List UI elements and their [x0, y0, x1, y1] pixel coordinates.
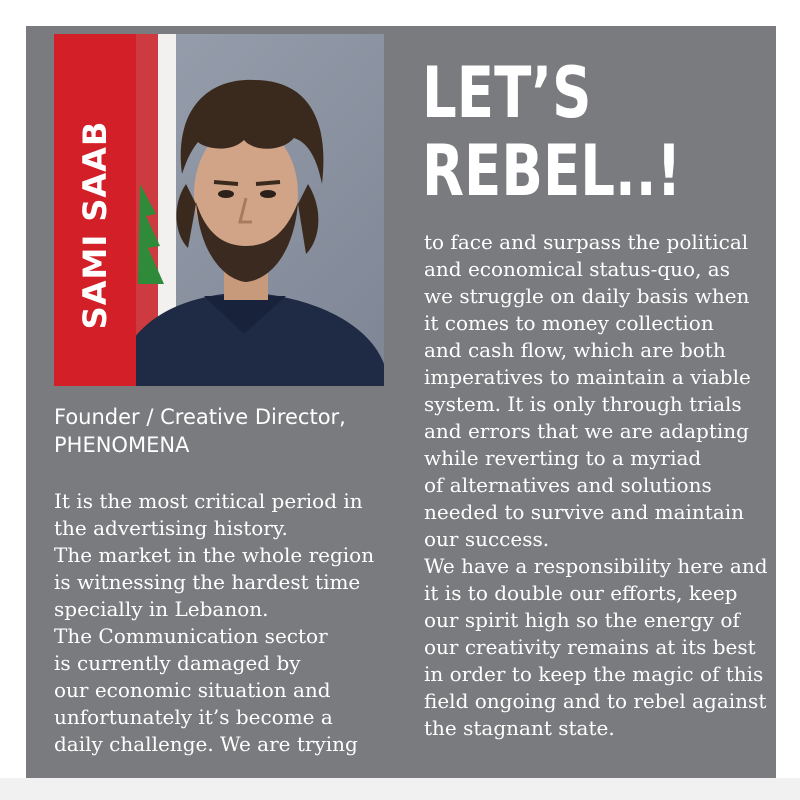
headline	[422, 54, 687, 210]
headline-line-2: REBEL..!	[422, 130, 682, 212]
person-name: SAMI SAAB	[76, 120, 114, 330]
headline-line-1: LET’S	[422, 52, 592, 134]
page-bottom-margin	[0, 778, 800, 800]
company-name: PHENOMENA	[54, 433, 190, 457]
person-role	[54, 403, 384, 459]
body-column-1: It is the most critical period in the advertising history. The market in the whole region is witnessing the hardest time specially in Lebanon. The Communication sector is currently damaged by our economic situation and unfortunately it’s become a daily challenge. We are trying	[54, 489, 375, 756]
body-column-2: to face and surpass the political and economical status-quo, as we struggle on daily basis when it comes to money collection and cash flow, which are both imperatives to maintain a viable system. It is only through trials and errors that we are adapting while reverting to a myriad of alternatives and solutions needed to survive and maintain our success. We have a responsibility here and it is to double our efforts, keep our spirit high so the energy of our creativity remains at its best in order to keep the magic of this field ongoing and to rebel against the stagnant state.	[424, 230, 768, 740]
role-title: Founder / Creative Director,	[54, 405, 346, 429]
